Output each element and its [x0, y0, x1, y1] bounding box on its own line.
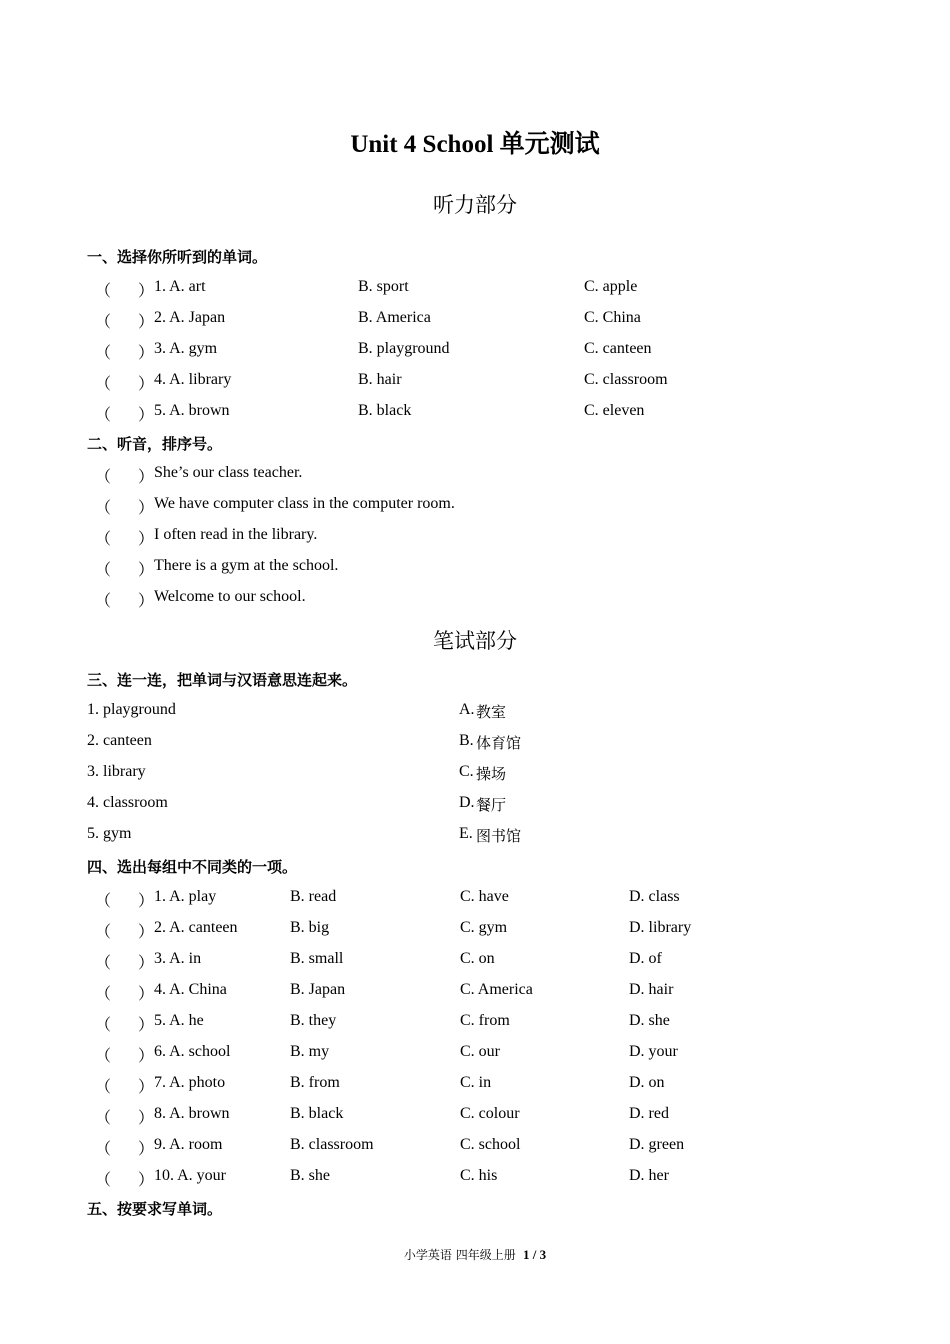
sentence: There is a gym at the school.: [154, 557, 339, 574]
question-row: [0, 1105, 950, 1136]
match-word: 1. playground: [87, 701, 176, 718]
listening-part-heading: 听力部分: [433, 193, 517, 217]
answer-blank-open: （: [95, 376, 112, 393]
question-row: [0, 340, 950, 371]
sentence: She’s our class teacher.: [154, 464, 303, 481]
question-row: [0, 278, 950, 309]
option-a: 3. A. gym: [154, 340, 218, 357]
match-letter: E.: [459, 825, 473, 842]
option-c: C. have: [460, 888, 509, 905]
match-letter: A.: [459, 701, 475, 718]
answer-blank-close: ）: [138, 1017, 155, 1034]
question-row: [0, 1167, 950, 1198]
answer-blank-close: ）: [138, 345, 155, 362]
option-b: B. they: [290, 1012, 337, 1029]
answer-blank-open: （: [95, 1172, 112, 1189]
answer-blank-close: ）: [138, 500, 155, 517]
answer-blank-open: （: [95, 531, 112, 548]
matching-row: [0, 825, 950, 856]
option-a: 8. A. brown: [154, 1105, 230, 1122]
option-d: D. your: [629, 1043, 678, 1060]
answer-blank-open: （: [95, 1141, 112, 1158]
option-c: C. eleven: [584, 402, 645, 419]
option-a: 2. A. Japan: [154, 309, 226, 326]
section-5-heading: 五、按要求写单词。: [87, 1200, 223, 1218]
question-row: [0, 919, 950, 950]
match-word: 4. classroom: [87, 794, 168, 811]
sentence: I often read in the library.: [154, 526, 318, 543]
option-d: D. she: [629, 1012, 670, 1029]
option-c: C. China: [584, 309, 641, 326]
matching-row: [0, 732, 950, 763]
option-a: 1. A. play: [154, 888, 217, 905]
option-b: B. big: [290, 919, 330, 936]
option-a: 5. A. he: [154, 1012, 204, 1029]
sentence: We have computer class in the computer room.: [154, 495, 455, 512]
ordering-row: [0, 495, 950, 526]
option-a: 4. A. library: [154, 371, 232, 388]
option-c: C. gym: [460, 919, 508, 936]
question-row: [0, 1012, 950, 1043]
answer-blank-open: （: [95, 986, 112, 1003]
question-row: [0, 950, 950, 981]
ordering-row: [0, 526, 950, 557]
option-d: D. on: [629, 1074, 665, 1091]
section-3-heading: 三、连一连，把单词与汉语意思连起来。: [87, 671, 358, 689]
question-row: [0, 888, 950, 919]
answer-blank-close: ）: [138, 1110, 155, 1127]
answer-blank-open: （: [95, 955, 112, 972]
option-c: C. on: [460, 950, 495, 967]
answer-blank-open: （: [95, 500, 112, 517]
match-meaning: 体育馆: [476, 734, 522, 752]
question-row: [0, 402, 950, 433]
option-b: B. read: [290, 888, 337, 905]
match-meaning: 教室: [476, 703, 507, 721]
option-a: 1. A. art: [154, 278, 206, 295]
option-b: B. small: [290, 950, 344, 967]
option-b: B. America: [358, 309, 431, 326]
answer-blank-open: （: [95, 1079, 112, 1096]
match-letter: C.: [459, 763, 474, 780]
answer-blank-open: （: [95, 1048, 112, 1065]
option-c: C. canteen: [584, 340, 652, 357]
option-a: 10. A. your: [154, 1167, 226, 1184]
question-row: [0, 1074, 950, 1105]
match-word: 2. canteen: [87, 732, 152, 749]
option-c: C. classroom: [584, 371, 668, 388]
match-meaning: 图书馆: [476, 827, 522, 845]
option-a: 2. A. canteen: [154, 919, 238, 936]
option-d: D. green: [629, 1136, 685, 1153]
option-d: D. of: [629, 950, 662, 967]
match-meaning: 操场: [476, 765, 507, 783]
answer-blank-open: （: [95, 314, 112, 331]
answer-blank-close: ）: [138, 986, 155, 1003]
answer-blank-close: ）: [138, 1048, 155, 1065]
question-row: [0, 1043, 950, 1074]
sentence: Welcome to our school.: [154, 588, 306, 605]
match-word: 5. gym: [87, 825, 132, 842]
answer-blank-close: ）: [138, 469, 155, 486]
question-row: [0, 371, 950, 402]
option-a: 4. A. China: [154, 981, 227, 998]
answer-blank-close: ）: [138, 1079, 155, 1096]
matching-row: [0, 763, 950, 794]
option-b: B. she: [290, 1167, 330, 1184]
section-2-heading: 二、听音，排序号。: [87, 435, 223, 453]
option-a: 5. A. brown: [154, 402, 230, 419]
option-c: C. from: [460, 1012, 510, 1029]
match-word: 3. library: [87, 763, 146, 780]
answer-blank-open: （: [95, 893, 112, 910]
answer-blank-open: （: [95, 469, 112, 486]
answer-blank-close: ）: [138, 376, 155, 393]
option-c: C. apple: [584, 278, 638, 295]
section-4-heading: 四、选出每组中不同类的一项。: [87, 858, 298, 876]
option-b: B. from: [290, 1074, 340, 1091]
option-a: 9. A. room: [154, 1136, 223, 1153]
question-row: [0, 1136, 950, 1167]
option-c: C. in: [460, 1074, 492, 1091]
answer-blank-close: ）: [138, 1172, 155, 1189]
answer-blank-open: （: [95, 593, 112, 610]
option-b: B. classroom: [290, 1136, 374, 1153]
matching-row: [0, 701, 950, 732]
option-a: 6. A. school: [154, 1043, 231, 1060]
writing-part-heading: 笔试部分: [433, 629, 517, 653]
option-c: C. America: [460, 981, 533, 998]
answer-blank-close: ）: [138, 314, 155, 331]
answer-blank-open: （: [95, 1017, 112, 1034]
question-row: [0, 309, 950, 340]
answer-blank-close: ）: [138, 562, 155, 579]
page-footer: [0, 1246, 950, 1263]
answer-blank-close: ）: [138, 407, 155, 424]
ordering-row: [0, 588, 950, 619]
page-title: Unit 4 School 单元测试: [350, 131, 600, 158]
option-c: C. colour: [460, 1105, 520, 1122]
answer-blank-close: ）: [138, 531, 155, 548]
answer-blank-close: ）: [138, 893, 155, 910]
answer-blank-close: ）: [138, 955, 155, 972]
question-row: [0, 981, 950, 1012]
option-d: D. red: [629, 1105, 669, 1122]
answer-blank-close: ）: [138, 283, 155, 300]
answer-blank-open: （: [95, 283, 112, 300]
answer-blank-open: （: [95, 407, 112, 424]
option-d: D. library: [629, 919, 692, 936]
option-b: B. playground: [358, 340, 450, 357]
page-number: 1 / 3: [522, 1247, 547, 1262]
option-b: B. hair: [358, 371, 402, 388]
match-letter: B.: [459, 732, 474, 749]
answer-blank-open: （: [95, 924, 112, 941]
option-a: 7. A. photo: [154, 1074, 226, 1091]
answer-blank-open: （: [95, 1110, 112, 1127]
answer-blank-open: （: [95, 345, 112, 362]
answer-blank-open: （: [95, 562, 112, 579]
matching-row: [0, 794, 950, 825]
answer-blank-close: ）: [138, 924, 155, 941]
option-d: D. class: [629, 888, 680, 905]
option-d: D. her: [629, 1167, 669, 1184]
answer-blank-close: ）: [138, 593, 155, 610]
option-c: C. his: [460, 1167, 498, 1184]
option-c: C. school: [460, 1136, 521, 1153]
ordering-row: [0, 557, 950, 588]
match-letter: D.: [459, 794, 475, 811]
option-d: D. hair: [629, 981, 674, 998]
section-1-heading: 一、选择你所听到的单词。: [87, 248, 268, 266]
option-b: B. black: [290, 1105, 344, 1122]
footer-text: 小学英语 四年级上册: [403, 1248, 516, 1262]
option-c: C. our: [460, 1043, 500, 1060]
ordering-row: [0, 464, 950, 495]
answer-blank-close: ）: [138, 1141, 155, 1158]
match-meaning: 餐厅: [476, 796, 507, 814]
option-b: B. Japan: [290, 981, 346, 998]
option-b: B. my: [290, 1043, 330, 1060]
option-b: B. black: [358, 402, 412, 419]
option-b: B. sport: [358, 278, 409, 295]
option-a: 3. A. in: [154, 950, 202, 967]
